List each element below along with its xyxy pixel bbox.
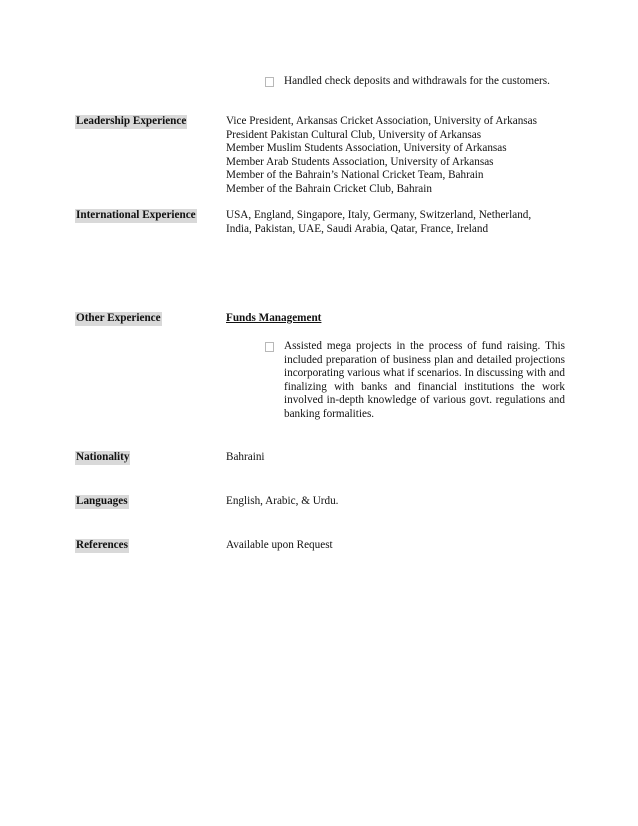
funds-management-bullet [265,340,565,422]
references-value: Available upon Request [226,539,333,551]
top-bullet-text: Handled check deposits and withdrawals for the customers. [284,75,550,87]
bullet-square-icon [265,77,274,87]
leadership-item: President Pakistan Cultural Club, University of Arkansas [226,128,482,141]
languages-label: Languages [76,495,128,507]
international-line: India, Pakistan, UAE, Saudi Arabia, Qatar, France, Ireland [226,222,489,235]
leadership-item: Member Arab Students Association, University of Arkansas [226,155,494,168]
top-bullet-item [265,75,550,89]
leadership-item: Member of the Bahrain Cricket Club, Bahrain [226,182,432,195]
languages-value-wrap [226,495,566,509]
leadership-item: Member Muslim Students Association, University of Arkansas [226,142,507,154]
leadership-label: Leadership Experience [76,115,187,127]
languages-value: English, Arabic, & Urdu. [226,495,339,507]
nationality-label: Nationality [76,451,130,463]
references-value-wrap [226,539,566,553]
other-experience-label: Other Experience [76,312,161,324]
references-label: References [76,539,128,551]
international-countries [226,209,566,236]
nationality-value: Bahraini [226,451,265,463]
international-line: USA, England, Singapore, Italy, Germany, Switzerland, Netherland, [226,209,532,221]
international-label: International Experience [76,209,196,221]
nationality-value-wrap [226,451,566,465]
bullet-square-icon [265,342,274,352]
funds-management-heading-wrap [226,312,566,326]
leadership-list [226,115,566,196]
funds-management-text: Assisted mega projects in the process of fund raising. This included preparation of business plan and detailed projections incorporating various what if scenarios. In discussing with and finalizing with banks and financial institutions the work involved in-depth knowledge of various govt. regulations and banking formalities. [284,340,565,420]
leadership-item: Vice President, Arkansas Cricket Association, University of Arkansas [226,115,537,127]
funds-management-heading: Funds Management [226,312,322,324]
leadership-item: Member of the Bahrain’s National Cricket Team, Bahrain [226,169,484,181]
